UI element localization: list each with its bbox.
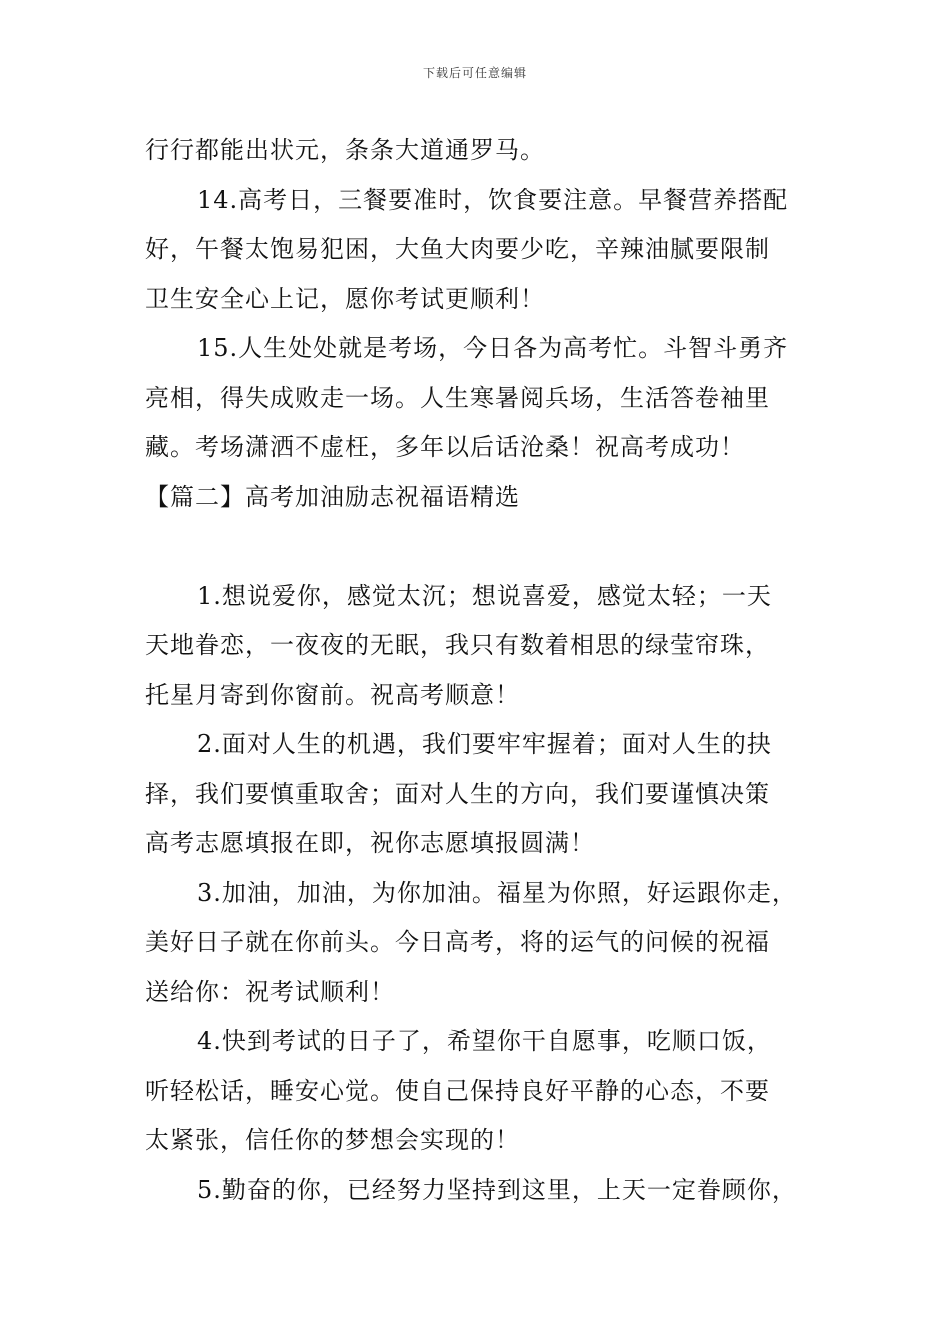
paragraph-14-line-3: 卫生安全心上记，愿你考试更顺利！ bbox=[145, 284, 545, 313]
paragraph-14-line-1: 14.高考日，三餐要准时，饮食要注意。早餐营养搭配 bbox=[197, 185, 789, 214]
document-body bbox=[145, 126, 835, 1215]
paragraph-1-line-2: 天地眷恋，一夜夜的无眠，我只有数着相思的绿莹帘珠， bbox=[145, 631, 770, 659]
paragraph-15-line-2: 亮相，得失成败走一场。人生寒暑阅兵场，生活答卷袖里 bbox=[145, 383, 770, 412]
paragraph-2-line-3: 高考志愿填报在即，祝你志愿填报圆满！ bbox=[145, 829, 595, 857]
paragraph-1-line-3: 托星月寄到你窗前。祝高考顺意！ bbox=[145, 680, 520, 709]
paragraph-15-line-1: 15.人生处处就是考场，今日各为高考忙。斗智斗勇齐 bbox=[197, 334, 789, 362]
section-heading: 【篇二】高考加油励志祝福语精选 bbox=[145, 482, 520, 511]
paragraph-2-line-1: 2.面对人生的机遇，我们要牢牢握着；面对人生的抉 bbox=[197, 730, 772, 758]
paragraph-14-line-2: 好，午餐太饱易犯困，大鱼大肉要少吃，辛辣油腻要限制 bbox=[145, 235, 770, 263]
paragraph-3-line-1: 3.加油，加油，为你加油。福星为你照，好运跟你走， bbox=[197, 878, 797, 907]
paragraph-3-line-2: 美好日子就在你前头。今日高考，将的运气的问候的祝福 bbox=[145, 928, 770, 956]
paragraph-5-line-1: 5.勤奋的你，已经努力坚持到这里，上天一定眷顾你， bbox=[197, 1175, 797, 1204]
paragraph-15-line-3: 藏。考场潇洒不虚枉，多年以后话沧桑！祝高考成功！ bbox=[145, 433, 745, 461]
page-header: 下载后可任意编辑 bbox=[422, 66, 527, 80]
text-line: 行行都能出状元，条条大道通罗马。 bbox=[145, 136, 545, 164]
paragraph-4-line-3: 太紧张，信任你的梦想会实现的！ bbox=[145, 1126, 520, 1154]
paragraph-1-line-1: 1.想说爱你，感觉太沉；想说喜爱，感觉太轻；一天 bbox=[197, 581, 772, 610]
blank-line bbox=[145, 522, 835, 572]
paragraph-4-line-2: 听轻松话，睡安心觉。使自己保持良好平静的心态，不要 bbox=[145, 1076, 770, 1105]
paragraph-3-line-3: 送给你：祝考试顺利！ bbox=[145, 977, 395, 1006]
paragraph-2-line-2: 择，我们要慎重取舍；面对人生的方向，我们要谨慎决策 bbox=[145, 779, 770, 808]
paragraph-4-line-1: 4.快到考试的日子了，希望你干自愿事，吃顺口饭， bbox=[197, 1027, 772, 1055]
